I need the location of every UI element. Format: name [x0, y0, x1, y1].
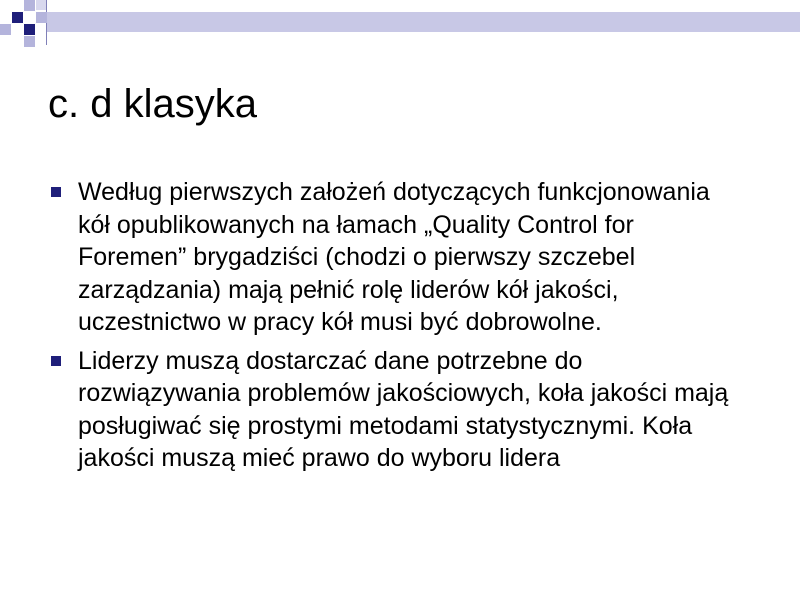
corner-square-light [36, 0, 46, 10]
corner-square-light [24, 36, 35, 47]
bullet-list [48, 176, 748, 481]
corner-square-dark [12, 12, 23, 23]
bullet-text: Według pierwszych założeń dotyczących funkcjonowania kół opublikowanych na łamach „Quality Control for Foremen” brygadziści (chodzi o pierwszy szczebel zarządzania) mają pełnić rolę liderów kół jakości, uczestnictwo w pracy kół musi być dobrowolne. [78, 178, 710, 336]
corner-square-light [0, 24, 11, 35]
square-bullet-icon [51, 356, 61, 366]
corner-square-dark [24, 24, 35, 35]
bullet-item [48, 176, 748, 339]
bullet-text: Liderzy muszą dostarczać dane potrzebne do rozwiązywania problemów jakościowych, koła jakości mają posługiwać się prostymi metodami statystycznymi. Koła jakości muszą mieć prawo do wyboru lidera [78, 346, 729, 472]
bullet-item [48, 345, 748, 475]
slide-title: c. d klasyka [48, 82, 257, 126]
corner-square-light [36, 12, 47, 23]
header-decoration-bar [46, 12, 800, 32]
square-bullet-icon [51, 187, 61, 197]
corner-square-light [24, 0, 35, 11]
